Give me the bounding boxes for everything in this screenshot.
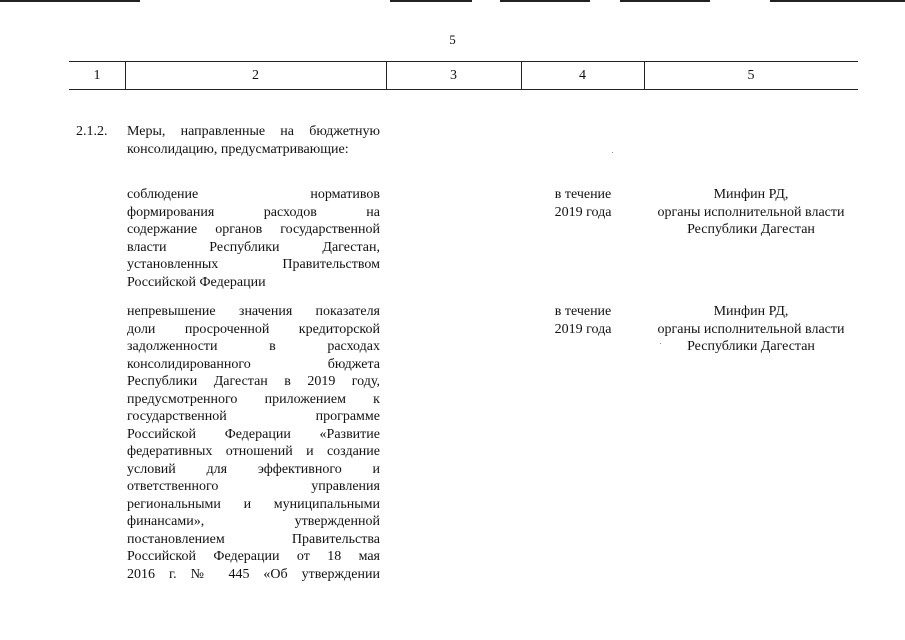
page-number: 5 [449,32,456,47]
table-divider [125,61,126,89]
measure-line: федеративных отношений и создание [127,444,380,459]
section-title-line: Меры, направленные на бюджетную [127,124,380,139]
measure-text [127,186,380,291]
measure-line: постановлением Правительства [127,531,380,547]
deadline-line: в течение [554,304,612,319]
table-divider [521,61,522,89]
measure-line: предусмотренного приложением к [127,391,380,407]
table-divider [644,61,645,89]
measure-responsible [644,186,858,239]
deadline-line: 2019 года [554,204,612,220]
responsible-line: органы исполнительной власти [657,204,845,220]
responsible-line: Республики Дагестан [687,222,815,237]
measure-line: региональными и муниципальными [127,496,380,512]
measure-line: финансами», утвержденной [127,514,380,529]
section-title-line: консолидацию, предусматривающие: [127,141,349,157]
measure-line: содержание органов государственной [127,222,380,237]
measure-line: Российской Федерации [127,274,266,290]
measure-line: непревышение значения показателя [127,304,380,319]
scan-mark [390,0,472,2]
measure-deadline [530,303,636,338]
header-col-2: 2 [252,68,259,83]
header-col-4: 4 [579,68,586,83]
responsible-line: Минфин РД, [713,187,789,202]
measure-line: условий для эффективного и [127,461,380,477]
table-divider [386,61,387,89]
measure-line: Республики Дагестан в 2019 году, [127,374,380,389]
header-col-5: 5 [747,68,755,83]
measure-line: задолженности в расходах [127,339,380,354]
measure-line: Российской Федерации «Развитие [127,426,380,442]
scan-mark [500,0,590,2]
measure-responsible [644,303,858,356]
responsible-line: органы исполнительной власти [657,321,845,337]
measure-line: формирования расходов на [127,204,380,220]
scan-mark [0,0,140,2]
measure-line: государственной программе [127,409,380,424]
deadline-line: в течение [554,187,612,202]
header-col-3: 3 [450,68,457,83]
header-col-1: 1 [93,68,101,83]
measure-line: власти Республики Дагестан, [127,239,380,255]
measure-text [127,303,380,583]
table-header [69,61,858,90]
measure-line: доли просроченной кредиторской [127,321,380,337]
scan-speck [612,152,613,153]
measure-line: консолидированного бюджета [127,356,380,372]
measure-deadline [530,186,636,221]
scan-speck [660,343,661,344]
measure-line: соблюдение нормативов [127,187,380,202]
responsible-line: Минфин РД, [713,304,789,319]
responsible-line: Республики Дагестан [687,339,815,354]
deadline-line: 2019 года [554,321,612,337]
measure-line: установленных Правительством [127,257,380,272]
measure-line: Российской Федерации от 18 мая [127,549,380,564]
measure-line: ответственного управления [127,479,380,494]
scan-mark [620,0,710,2]
scan-mark [770,0,905,2]
measure-line: 2016 г. № 445 «Об утверждении [127,566,380,582]
section-title [127,123,380,158]
section-number: 2.1.2. [76,124,108,139]
